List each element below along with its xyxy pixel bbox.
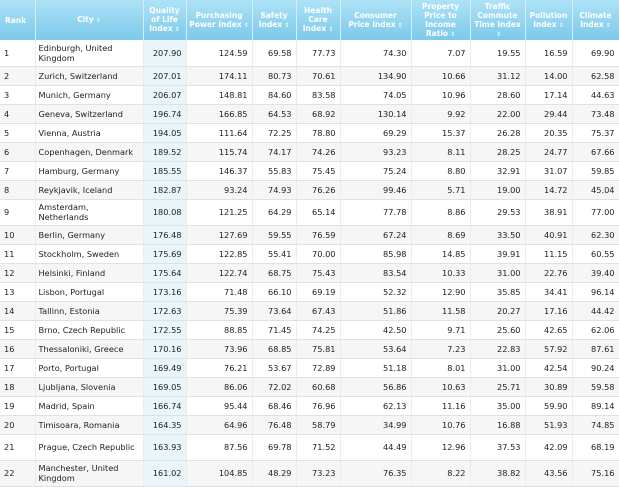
sf-cell: 71.45 — [252, 320, 296, 339]
cp-cell: 74.05 — [340, 85, 411, 104]
po-cell: 59.90 — [525, 396, 572, 415]
header-label: Purchasing Power Index — [189, 10, 243, 29]
cl-cell: 59.58 — [572, 377, 619, 396]
cl-cell: 44.42 — [572, 301, 619, 320]
cl-cell: 59.85 — [572, 161, 619, 180]
hc-cell: 60.68 — [296, 377, 340, 396]
header-city[interactable] — [35, 0, 143, 40]
city-cell: Munich, Germany — [35, 85, 143, 104]
cp-cell: 44.49 — [340, 434, 411, 460]
cp-cell: 77.78 — [340, 199, 411, 225]
pp-cell: 73.96 — [186, 339, 252, 358]
rank-cell: 7 — [0, 161, 35, 180]
ql-cell: 182.87 — [143, 180, 186, 199]
sf-cell: 64.29 — [252, 199, 296, 225]
hc-cell: 71.52 — [296, 434, 340, 460]
po-cell: 20.35 — [525, 123, 572, 142]
pp-cell: 104.85 — [186, 460, 252, 486]
pp-cell: 146.37 — [186, 161, 252, 180]
ql-cell: 169.49 — [143, 358, 186, 377]
ql-cell: 194.05 — [143, 123, 186, 142]
rank-cell: 6 — [0, 142, 35, 161]
cl-cell: 87.61 — [572, 339, 619, 358]
pr-cell: 10.63 — [411, 377, 470, 396]
hc-cell: 77.73 — [296, 40, 340, 66]
pp-cell: 71.48 — [186, 282, 252, 301]
rank-cell: 14 — [0, 301, 35, 320]
pp-cell: 148.81 — [186, 85, 252, 104]
rank-cell: 8 — [0, 180, 35, 199]
pr-cell: 11.58 — [411, 301, 470, 320]
header-purchasing-power[interactable] — [186, 0, 252, 40]
cp-cell: 67.24 — [340, 225, 411, 244]
tc-cell: 37.53 — [470, 434, 525, 460]
rank-cell: 19 — [0, 396, 35, 415]
po-cell: 51.93 — [525, 415, 572, 434]
cl-cell: 96.14 — [572, 282, 619, 301]
pr-cell: 8.22 — [411, 460, 470, 486]
hc-cell: 78.80 — [296, 123, 340, 142]
pr-cell: 12.96 — [411, 434, 470, 460]
table-row — [0, 263, 619, 282]
ql-cell: 175.69 — [143, 244, 186, 263]
hc-cell: 76.26 — [296, 180, 340, 199]
pp-cell: 115.74 — [186, 142, 252, 161]
pp-cell: 166.85 — [186, 104, 252, 123]
po-cell: 14.00 — [525, 66, 572, 85]
table-row — [0, 301, 619, 320]
hc-cell: 65.14 — [296, 199, 340, 225]
cl-cell: 62.58 — [572, 66, 619, 85]
cl-cell: 45.04 — [572, 180, 619, 199]
rank-cell: 11 — [0, 244, 35, 263]
sf-cell: 68.75 — [252, 263, 296, 282]
ql-cell: 196.74 — [143, 104, 186, 123]
city-cell: Manchester, United Kingdom — [35, 460, 143, 486]
hc-cell: 68.92 — [296, 104, 340, 123]
sort-icon[interactable]: ⇕ — [605, 21, 611, 29]
header-label: Quality of Life Index — [149, 6, 180, 33]
cl-cell: 90.24 — [572, 358, 619, 377]
city-cell: Lisbon, Portugal — [35, 282, 143, 301]
cl-cell: 62.30 — [572, 225, 619, 244]
header-label: Health Care Index — [302, 6, 332, 33]
hc-cell: 75.45 — [296, 161, 340, 180]
ql-cell: 172.63 — [143, 301, 186, 320]
tc-cell: 26.28 — [470, 123, 525, 142]
po-cell: 57.92 — [525, 339, 572, 358]
cp-cell: 62.13 — [340, 396, 411, 415]
city-cell: Zurich, Switzerland — [35, 66, 143, 85]
ql-cell: 180.08 — [143, 199, 186, 225]
po-cell: 30.89 — [525, 377, 572, 396]
pp-cell: 86.06 — [186, 377, 252, 396]
header-property-price[interactable] — [411, 0, 470, 40]
city-cell: Reykjavik, Iceland — [35, 180, 143, 199]
header-traffic-commute[interactable] — [470, 0, 525, 40]
sf-cell: 74.17 — [252, 142, 296, 161]
city-cell: Ljubljana, Slovenia — [35, 377, 143, 396]
pr-cell: 10.76 — [411, 415, 470, 434]
sort-icon[interactable]: ⇕ — [558, 21, 564, 29]
table-row — [0, 225, 619, 244]
header-quality-of-life[interactable] — [143, 0, 186, 40]
cp-cell: 99.46 — [340, 180, 411, 199]
ql-cell: 172.55 — [143, 320, 186, 339]
city-cell: Thessaloniki, Greece — [35, 339, 143, 358]
sf-cell: 72.02 — [252, 377, 296, 396]
cp-cell: 74.30 — [340, 40, 411, 66]
table-row — [0, 161, 619, 180]
cl-cell: 62.06 — [572, 320, 619, 339]
sf-cell: 74.93 — [252, 180, 296, 199]
sf-cell: 73.64 — [252, 301, 296, 320]
po-cell: 43.56 — [525, 460, 572, 486]
cp-cell: 52.32 — [340, 282, 411, 301]
hc-cell: 74.25 — [296, 320, 340, 339]
city-cell: Stockholm, Sweden — [35, 244, 143, 263]
tc-cell: 22.00 — [470, 104, 525, 123]
table-row — [0, 104, 619, 123]
rank-cell: 16 — [0, 339, 35, 358]
hc-cell: 70.61 — [296, 66, 340, 85]
tc-cell: 39.91 — [470, 244, 525, 263]
table-row — [0, 40, 619, 66]
city-cell: Geneva, Switzerland — [35, 104, 143, 123]
pr-cell: 8.11 — [411, 142, 470, 161]
sf-cell: 66.10 — [252, 282, 296, 301]
cp-cell: 75.24 — [340, 161, 411, 180]
table-row — [0, 123, 619, 142]
cp-cell: 53.64 — [340, 339, 411, 358]
cp-cell: 51.18 — [340, 358, 411, 377]
rank-cell: 2 — [0, 66, 35, 85]
sf-cell: 69.58 — [252, 40, 296, 66]
cp-cell: 34.99 — [340, 415, 411, 434]
rank-cell: 12 — [0, 263, 35, 282]
city-cell: Helsinki, Finland — [35, 263, 143, 282]
tc-cell: 38.82 — [470, 460, 525, 486]
cp-cell: 83.54 — [340, 263, 411, 282]
city-cell: Edinburgh, United Kingdom — [35, 40, 143, 66]
rank-cell: 13 — [0, 282, 35, 301]
tc-cell: 20.27 — [470, 301, 525, 320]
table-row — [0, 85, 619, 104]
cp-cell: 51.86 — [340, 301, 411, 320]
header-label: Traffic Commute Time Index — [474, 1, 521, 29]
table-row — [0, 199, 619, 225]
hc-cell: 76.96 — [296, 396, 340, 415]
ql-cell: 175.64 — [143, 263, 186, 282]
pr-cell: 5.71 — [411, 180, 470, 199]
hc-cell: 73.23 — [296, 460, 340, 486]
table-row — [0, 377, 619, 396]
pp-cell: 88.85 — [186, 320, 252, 339]
tc-cell: 22.83 — [470, 339, 525, 358]
table-row — [0, 396, 619, 415]
cl-cell: 68.19 — [572, 434, 619, 460]
hc-cell: 75.43 — [296, 263, 340, 282]
ql-cell: 207.90 — [143, 40, 186, 66]
po-cell: 11.15 — [525, 244, 572, 263]
table-row — [0, 320, 619, 339]
sf-cell: 69.78 — [252, 434, 296, 460]
tc-cell: 33.50 — [470, 225, 525, 244]
header-climate[interactable] — [572, 0, 619, 40]
po-cell: 29.44 — [525, 104, 572, 123]
ql-cell: 161.02 — [143, 460, 186, 486]
sort-icon[interactable]: ⇕ — [450, 30, 456, 38]
table-row — [0, 66, 619, 85]
hc-cell: 58.79 — [296, 415, 340, 434]
pp-cell: 75.39 — [186, 301, 252, 320]
cp-cell: 134.90 — [340, 66, 411, 85]
ql-cell: 176.48 — [143, 225, 186, 244]
po-cell: 31.07 — [525, 161, 572, 180]
header-safety[interactable] — [252, 0, 296, 40]
sort-icon[interactable]: ⇕ — [284, 21, 290, 29]
sf-cell: 68.46 — [252, 396, 296, 415]
pr-cell: 8.86 — [411, 199, 470, 225]
header-label: Pollution Index — [529, 10, 568, 29]
city-cell: Timisoara, Romania — [35, 415, 143, 434]
sf-cell: 80.73 — [252, 66, 296, 85]
hc-cell: 72.89 — [296, 358, 340, 377]
po-cell: 22.76 — [525, 263, 572, 282]
rank-cell: 17 — [0, 358, 35, 377]
cl-cell: 75.16 — [572, 460, 619, 486]
po-cell: 40.91 — [525, 225, 572, 244]
tc-cell: 19.55 — [470, 40, 525, 66]
ql-cell: 164.35 — [143, 415, 186, 434]
table-row — [0, 434, 619, 460]
po-cell: 17.16 — [525, 301, 572, 320]
pr-cell: 8.69 — [411, 225, 470, 244]
sf-cell: 64.53 — [252, 104, 296, 123]
table-row — [0, 358, 619, 377]
rank-cell: 22 — [0, 460, 35, 486]
tc-cell: 19.00 — [470, 180, 525, 199]
city-cell: Vienna, Austria — [35, 123, 143, 142]
city-cell: Brno, Czech Republic — [35, 320, 143, 339]
hc-cell: 67.43 — [296, 301, 340, 320]
ql-cell: 207.01 — [143, 66, 186, 85]
po-cell: 34.41 — [525, 282, 572, 301]
hc-cell: 76.59 — [296, 225, 340, 244]
pp-cell: 127.69 — [186, 225, 252, 244]
cp-cell: 93.23 — [340, 142, 411, 161]
sort-icon[interactable]: ⇕ — [174, 26, 180, 33]
sf-cell: 59.55 — [252, 225, 296, 244]
pp-cell: 124.59 — [186, 40, 252, 66]
pr-cell: 9.71 — [411, 320, 470, 339]
cl-cell: 44.63 — [572, 85, 619, 104]
cl-cell: 77.00 — [572, 199, 619, 225]
pr-cell: 8.01 — [411, 358, 470, 377]
header-label: Consumer Price Index — [348, 10, 397, 29]
city-cell: Berlin, Germany — [35, 225, 143, 244]
tc-cell: 31.00 — [470, 263, 525, 282]
header-pollution[interactable] — [525, 0, 572, 40]
cl-cell: 67.66 — [572, 142, 619, 161]
po-cell: 42.54 — [525, 358, 572, 377]
tc-cell: 28.25 — [470, 142, 525, 161]
header-label: Climate Index — [579, 10, 612, 29]
pp-cell: 174.11 — [186, 66, 252, 85]
cl-cell: 39.40 — [572, 263, 619, 282]
ql-cell: 163.93 — [143, 434, 186, 460]
city-cell: Tallinn, Estonia — [35, 301, 143, 320]
header-label: City — [77, 15, 94, 24]
ql-cell: 169.05 — [143, 377, 186, 396]
hc-cell: 70.00 — [296, 244, 340, 263]
header-label: Property Price to Income Ratio — [422, 1, 459, 38]
header-label: Rank — [5, 15, 27, 25]
rank-cell: 18 — [0, 377, 35, 396]
sf-cell: 48.29 — [252, 460, 296, 486]
tc-cell: 28.60 — [470, 85, 525, 104]
table-row — [0, 339, 619, 358]
table-row — [0, 244, 619, 263]
rank-cell: 10 — [0, 225, 35, 244]
sort-icon[interactable]: ⇕ — [243, 21, 249, 29]
sf-cell: 53.67 — [252, 358, 296, 377]
pp-cell: 76.21 — [186, 358, 252, 377]
sf-cell: 55.83 — [252, 161, 296, 180]
cl-cell: 74.85 — [572, 415, 619, 434]
hc-cell: 74.26 — [296, 142, 340, 161]
tc-cell: 35.85 — [470, 282, 525, 301]
table-row — [0, 282, 619, 301]
pp-cell: 122.74 — [186, 263, 252, 282]
header-consumer-price[interactable] — [340, 0, 411, 40]
pr-cell: 15.37 — [411, 123, 470, 142]
cp-cell: 76.35 — [340, 460, 411, 486]
cp-cell: 85.98 — [340, 244, 411, 263]
header-health-care[interactable] — [296, 0, 340, 40]
pp-cell: 111.64 — [186, 123, 252, 142]
cp-cell: 42.50 — [340, 320, 411, 339]
header-row — [0, 0, 619, 40]
pr-cell: 10.66 — [411, 66, 470, 85]
header-label: Safety Index — [258, 10, 288, 29]
rank-cell: 1 — [0, 40, 35, 66]
ql-cell: 189.52 — [143, 142, 186, 161]
table-row — [0, 415, 619, 434]
rank-cell: 20 — [0, 415, 35, 434]
sort-icon[interactable]: ⇕ — [328, 26, 334, 33]
cp-cell: 69.29 — [340, 123, 411, 142]
table-body — [0, 40, 619, 486]
sf-cell: 55.41 — [252, 244, 296, 263]
rank-cell: 21 — [0, 434, 35, 460]
sf-cell: 84.60 — [252, 85, 296, 104]
po-cell: 42.09 — [525, 434, 572, 460]
hc-cell: 83.58 — [296, 85, 340, 104]
rank-cell: 9 — [0, 199, 35, 225]
po-cell: 17.14 — [525, 85, 572, 104]
ql-cell: 206.07 — [143, 85, 186, 104]
cl-cell: 69.90 — [572, 40, 619, 66]
sort-icon[interactable]: ⇕ — [397, 21, 403, 29]
pp-cell: 95.44 — [186, 396, 252, 415]
pp-cell: 93.24 — [186, 180, 252, 199]
city-cell: Amsterdam, Netherlands — [35, 199, 143, 225]
rank-cell: 3 — [0, 85, 35, 104]
po-cell: 38.91 — [525, 199, 572, 225]
po-cell: 14.72 — [525, 180, 572, 199]
pr-cell: 9.92 — [411, 104, 470, 123]
pr-cell: 14.85 — [411, 244, 470, 263]
hc-cell: 75.81 — [296, 339, 340, 358]
pr-cell: 8.80 — [411, 161, 470, 180]
pp-cell: 64.96 — [186, 415, 252, 434]
tc-cell: 25.71 — [470, 377, 525, 396]
table-row — [0, 180, 619, 199]
sort-icon[interactable]: ⇕ — [95, 17, 101, 24]
cp-cell: 130.14 — [340, 104, 411, 123]
city-cell: Madrid, Spain — [35, 396, 143, 415]
po-cell: 24.77 — [525, 142, 572, 161]
tc-cell: 31.12 — [470, 66, 525, 85]
tc-cell: 32.91 — [470, 161, 525, 180]
city-cell: Hamburg, Germany — [35, 161, 143, 180]
po-cell: 16.59 — [525, 40, 572, 66]
cp-cell: 56.86 — [340, 377, 411, 396]
pp-cell: 121.25 — [186, 199, 252, 225]
sf-cell: 76.48 — [252, 415, 296, 434]
cl-cell: 89.14 — [572, 396, 619, 415]
sf-cell: 72.25 — [252, 123, 296, 142]
tc-cell: 29.53 — [470, 199, 525, 225]
pr-cell: 7.23 — [411, 339, 470, 358]
header-rank[interactable] — [0, 0, 35, 40]
pr-cell: 7.07 — [411, 40, 470, 66]
sort-icon[interactable]: ⇕ — [495, 30, 502, 38]
pr-cell: 12.90 — [411, 282, 470, 301]
table-row — [0, 460, 619, 486]
tc-cell: 25.60 — [470, 320, 525, 339]
hc-cell: 69.19 — [296, 282, 340, 301]
pr-cell: 10.96 — [411, 85, 470, 104]
ql-cell: 166.74 — [143, 396, 186, 415]
cl-cell: 73.48 — [572, 104, 619, 123]
table-row — [0, 142, 619, 161]
city-cell: Copenhagen, Denmark — [35, 142, 143, 161]
cl-cell: 60.55 — [572, 244, 619, 263]
pp-cell: 87.56 — [186, 434, 252, 460]
sf-cell: 68.85 — [252, 339, 296, 358]
pp-cell: 122.85 — [186, 244, 252, 263]
po-cell: 42.65 — [525, 320, 572, 339]
city-cell: Porto, Portugal — [35, 358, 143, 377]
ql-cell: 185.55 — [143, 161, 186, 180]
pr-cell: 11.16 — [411, 396, 470, 415]
tc-cell: 16.88 — [470, 415, 525, 434]
ql-cell: 173.16 — [143, 282, 186, 301]
city-cell: Prague, Czech Republic — [35, 434, 143, 460]
tc-cell: 35.00 — [470, 396, 525, 415]
rank-cell: 5 — [0, 123, 35, 142]
ql-cell: 170.16 — [143, 339, 186, 358]
cl-cell: 75.37 — [572, 123, 619, 142]
rank-cell: 15 — [0, 320, 35, 339]
tc-cell: 31.00 — [470, 358, 525, 377]
pr-cell: 10.33 — [411, 263, 470, 282]
rank-cell: 4 — [0, 104, 35, 123]
